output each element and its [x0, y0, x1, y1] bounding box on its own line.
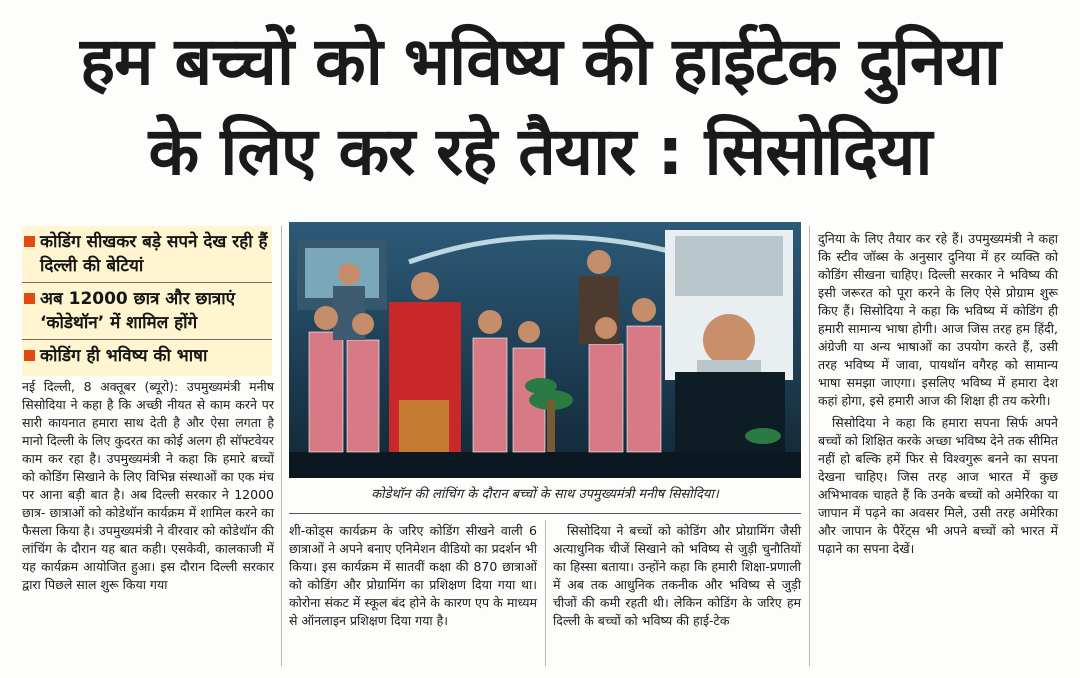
highlight-item — [22, 230, 272, 278]
headline-line-2: के लिए कर रहे तैयार : सिसोदिया — [148, 113, 932, 190]
article-paragraph: सिसोदिया ने बच्चों को कोडिंग और प्रोग्रामिंग जैसी अत्याधुनिक चीजें सिखाने को भविष्य से जुड़ी चुनौतियों का हिस्सा बताया। उन्होंने कहा कि हमारी शिक्षा-प्रणाली में अब तक आधुनिक तकनीक और भविष्य से जुड़ी चीजों की कमी रहती थी। लेकिन कोडिंग के जरिए हम दिल्ली के बच्चों को भविष्य की हाई-टेक — [553, 523, 801, 628]
column-divider — [809, 226, 810, 666]
square-bullet-icon — [24, 236, 35, 247]
highlight-text: कोडिंग ही भविष्य की भाषा — [40, 346, 208, 366]
headline-line-1: हम बच्चों को भविष्य की हाईटेक दुनिया — [79, 23, 1001, 100]
article-column-1 — [22, 378, 274, 594]
caption-divider — [289, 513, 801, 514]
highlights-box — [22, 226, 272, 376]
column-divider — [545, 520, 546, 666]
article-column-3 — [553, 522, 801, 630]
highlight-item — [22, 339, 272, 368]
article-paragraph: दुनिया के लिए तैयार कर रहे हैं। उपमुख्यमंत्री ने कहा कि स्टीव जॉब्स के अनुसार दुनिया में हर व्यक्ति को कोडिंग सीखना चाहिए। दिल्ली सरकार ने भविष्य की इसी जरूरत को पूरा करने के लिए ऐसे प्रोग्राम शुरू किए हैं। सिसोदिया ने कहा कि भविष्य में कोडिंग ही हमारी सामान्य भाषा होगी। आज जिस तरह हम हिंदी, अंग्रेजी या अन्य भाषाओं का उपयोग करते हैं, उसी तरह भविष्य में जावा, पायथॉन वगैरह को सामान्य भाषा समझा जाएगा। इसलिए भविष्य में हमारा देश कहां होगा, इसे हमारी आज की शिक्षा ही तय करेगी। — [818, 231, 1058, 408]
event-photo-illustration — [289, 222, 801, 478]
article-column-2 — [289, 522, 537, 630]
square-bullet-icon — [24, 350, 35, 361]
article-paragraph: नई दिल्ली, 8 अक्तूबर (ब्यूरो): उपमुख्यमंत्री मनीष सिसोदिया ने कहा है कि अच्छी नीयत से काम करने पर सारी कायनात हमारा साथ देती है और ऐसा लगता है मानो दिल्ली के लिए कुदरत का कोई अलग ही सॉफ्टवेयर काम कर रहा है। उपमुख्यमंत्री ने कहा कि हमारे बच्चों को कोडिंग सिखाने के लिए विभिन्न संस्थाओं का एक मंच पर आना बड़ी बात है। अब दिल्ली सरकार ने 12000 छात्र- छात्राओं को कोडेथॉन कार्यक्रम में शामिल करने का फैसला किया है। उपमुख्यमंत्री ने वीरवार को कोडेथॉन की लांचिंग के दौरान यह बात कही। एसकेवी, कालकाजी में यह कार्यक्रम आयोजित हुआ। इस दौरान दिल्ली सरकार द्वारा पिछले साल शुरू किया गया — [22, 379, 274, 592]
column-divider — [281, 226, 282, 666]
headline — [20, 18, 1060, 198]
highlight-text: अब 12000 छात्र और छात्राएं ‘कोडेथॉन’ में शामिल होंगे — [40, 289, 236, 333]
event-photo — [289, 222, 801, 478]
highlight-item — [22, 282, 272, 335]
highlight-text: कोडिंग सीखकर बड़े सपने देख रही हैं दिल्ली की बेटियां — [40, 232, 268, 276]
article-paragraph: शी-कोड्स कार्यक्रम के जरिए कोडिंग सीखने वाली 6 छात्राओं ने अपने बनाए एनिमेशन वीडियो का प्रदर्शन भी किया। इस कार्यक्रम में सातवीं कक्षा की 870 छात्राओं को कोडिंग और प्रोग्रामिंग का प्रशिक्षण दिया गया था। कोरोना संकट में स्कूल बंद होने के कारण एप के माध्यम से ऑनलाइन प्रशिक्षण दिया गया है। — [289, 523, 537, 628]
article-column-4 — [818, 230, 1058, 558]
photo-caption: कोडेथॉन की लांचिंग के दौरान बच्चों के साथ उपमुख्यमंत्री मनीष सिसोदिया। — [371, 487, 719, 502]
article-paragraph: सिसोदिया ने कहा कि हमारा सपना सिर्फ अपने बच्चों को शिक्षित करके अच्छा भविष्य देने तक सीमित नहीं हो बल्कि हमें फिर से विश्वगुरू बनने का सपना देखना चाहिए। जिस तरह आज भारत में कुछ अभिभावक चाहते हैं कि उनके बच्चों को अमेरिका या जापान में पढ़ने का अवसर मिले, उसी तरह अमेरिका और जापान के पैरेंट्स भी अपने बच्चों को भारत में पढ़ाने का सपना देखें। — [818, 415, 1058, 556]
square-bullet-icon — [24, 293, 35, 304]
